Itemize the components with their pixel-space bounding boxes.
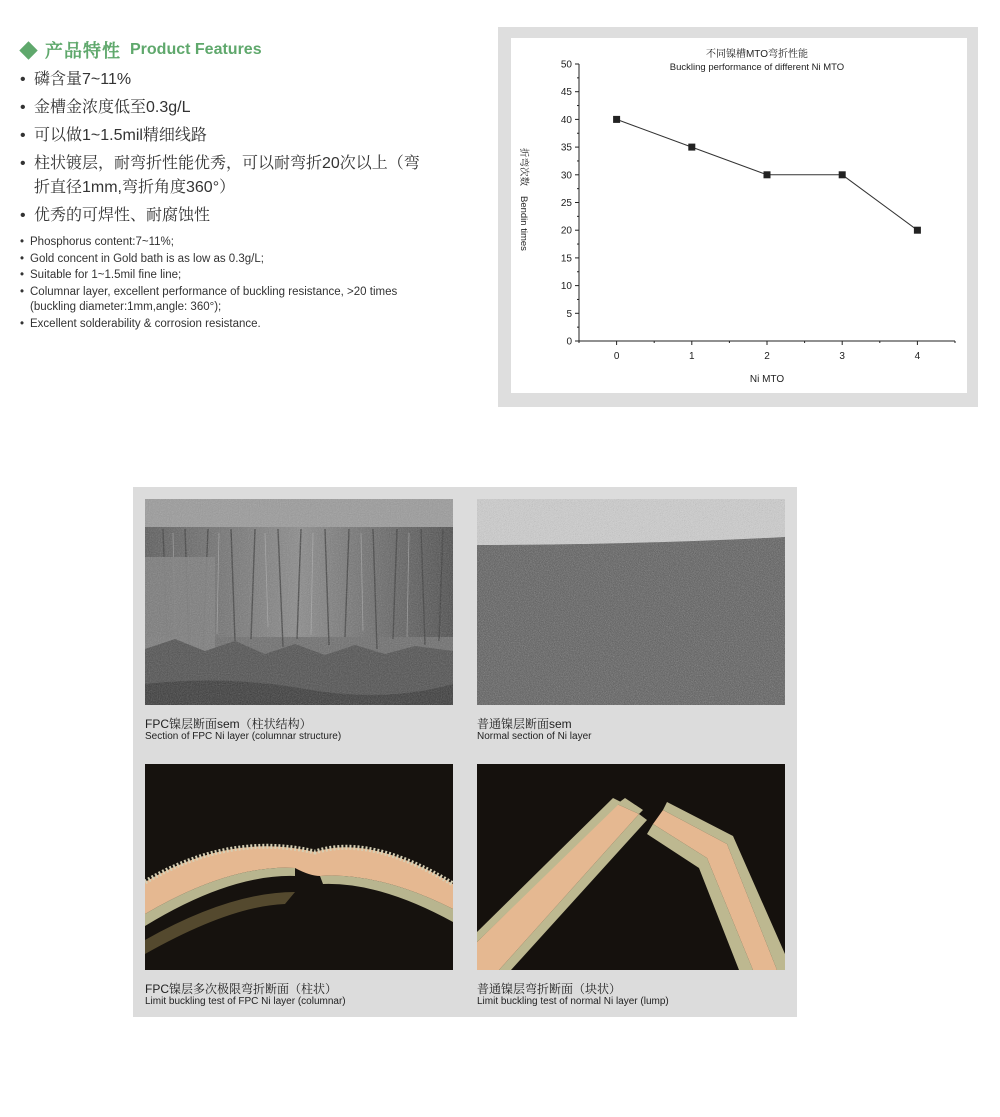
y-tick-label: 20: [560, 225, 572, 237]
buckling-line-chart: [511, 38, 967, 393]
photo-caption-cn: FPC镍层断面sem（柱状结构）: [145, 717, 312, 731]
y-tick-label: 30: [560, 170, 572, 182]
x-axis-label: Ni MTO: [749, 374, 785, 385]
diamond-bullet-icon: [19, 41, 37, 59]
section-header: [22, 37, 262, 63]
feature-cn-item: • 优秀的可焊性、耐腐蚀性: [20, 204, 420, 228]
normal-ni-bend-photo: [477, 764, 785, 970]
features-list-en: [20, 235, 410, 333]
section-title-en: Product Features: [130, 41, 262, 58]
x-tick-label: 2: [764, 351, 770, 362]
chart-subtitle: Buckling performance of different Ni MTO: [669, 62, 845, 73]
feature-cn-item: • 金槽金浓度低至0.3g/L: [20, 96, 420, 120]
feature-cn-item: • 柱状镀层，耐弯折性能优秀，可以耐弯折20次以上（弯折直径1mm,弯折角度360°）: [20, 152, 420, 200]
micrograph-panel: [133, 487, 797, 1017]
x-tick-label: 1: [689, 351, 695, 362]
y-tick-label: 25: [560, 198, 572, 209]
feature-en-item: • Columnar layer, excellent performance of buckling resistance, >20 times (buckling diameter:1mm,angle: 360°);: [20, 285, 410, 316]
y-tick-label: 50: [560, 59, 572, 71]
data-point: [914, 227, 921, 234]
feature-cn-item: • 可以做1~1.5mil精细线路: [20, 124, 420, 148]
y-axis-label-en: Bendin times: [518, 196, 529, 251]
x-tick-label: 4: [914, 351, 921, 362]
photo-caption-cn: FPC镍层多次极限弯折断面（柱状）: [145, 982, 338, 996]
data-point: [688, 144, 695, 151]
normal-ni-sem-photo: [477, 499, 785, 705]
photo-caption-cn: 普通镍层断面sem: [477, 717, 572, 731]
chart-panel: [511, 38, 967, 393]
fpc-ni-bend-photo: [145, 764, 453, 970]
y-tick-label: 35: [560, 142, 572, 154]
photo-caption-en: Section of FPC Ni layer (columnar structure): [145, 731, 342, 742]
y-tick-label: 15: [560, 253, 572, 265]
feature-en-item: • Excellent solderability & corrosion resistance.: [20, 317, 410, 333]
feature-en-item: • Gold concent in Gold bath is as low as 0.3g/L;: [20, 252, 410, 268]
y-tick-label: 10: [560, 281, 572, 293]
x-tick-label: 0: [613, 351, 620, 362]
chart-title: 不同镍槽MTO弯折性能: [705, 49, 809, 60]
feature-en-item: • Phosphorus content:7~11%;: [20, 235, 410, 251]
photo-caption-cn: 普通镍层弯折断面（块状）: [477, 982, 622, 996]
feature-cn-item: • 磷含量7~11%: [20, 68, 420, 92]
photo-caption-en: Limit buckling test of normal Ni layer (lump): [477, 996, 669, 1007]
photo-caption-en: Normal section of Ni layer: [477, 731, 592, 742]
x-tick-label: 3: [839, 351, 845, 362]
y-axis-label-cn: 折弯次数: [518, 148, 529, 187]
feature-en-item: • Suitable for 1~1.5mil fine line;: [20, 268, 410, 284]
data-point: [764, 171, 771, 178]
photo-caption-en: Limit buckling test of FPC Ni layer (columnar): [145, 996, 346, 1007]
data-point: [613, 116, 620, 123]
features-list-cn: [20, 68, 420, 232]
y-tick-label: 5: [566, 308, 572, 320]
y-tick-label: 40: [560, 114, 572, 126]
section-title-cn: 产品特性: [45, 41, 121, 61]
data-point: [839, 171, 846, 178]
y-tick-label: 45: [560, 87, 572, 99]
fpc-ni-sem-photo: [145, 499, 453, 705]
y-tick-label: 0: [566, 336, 572, 348]
